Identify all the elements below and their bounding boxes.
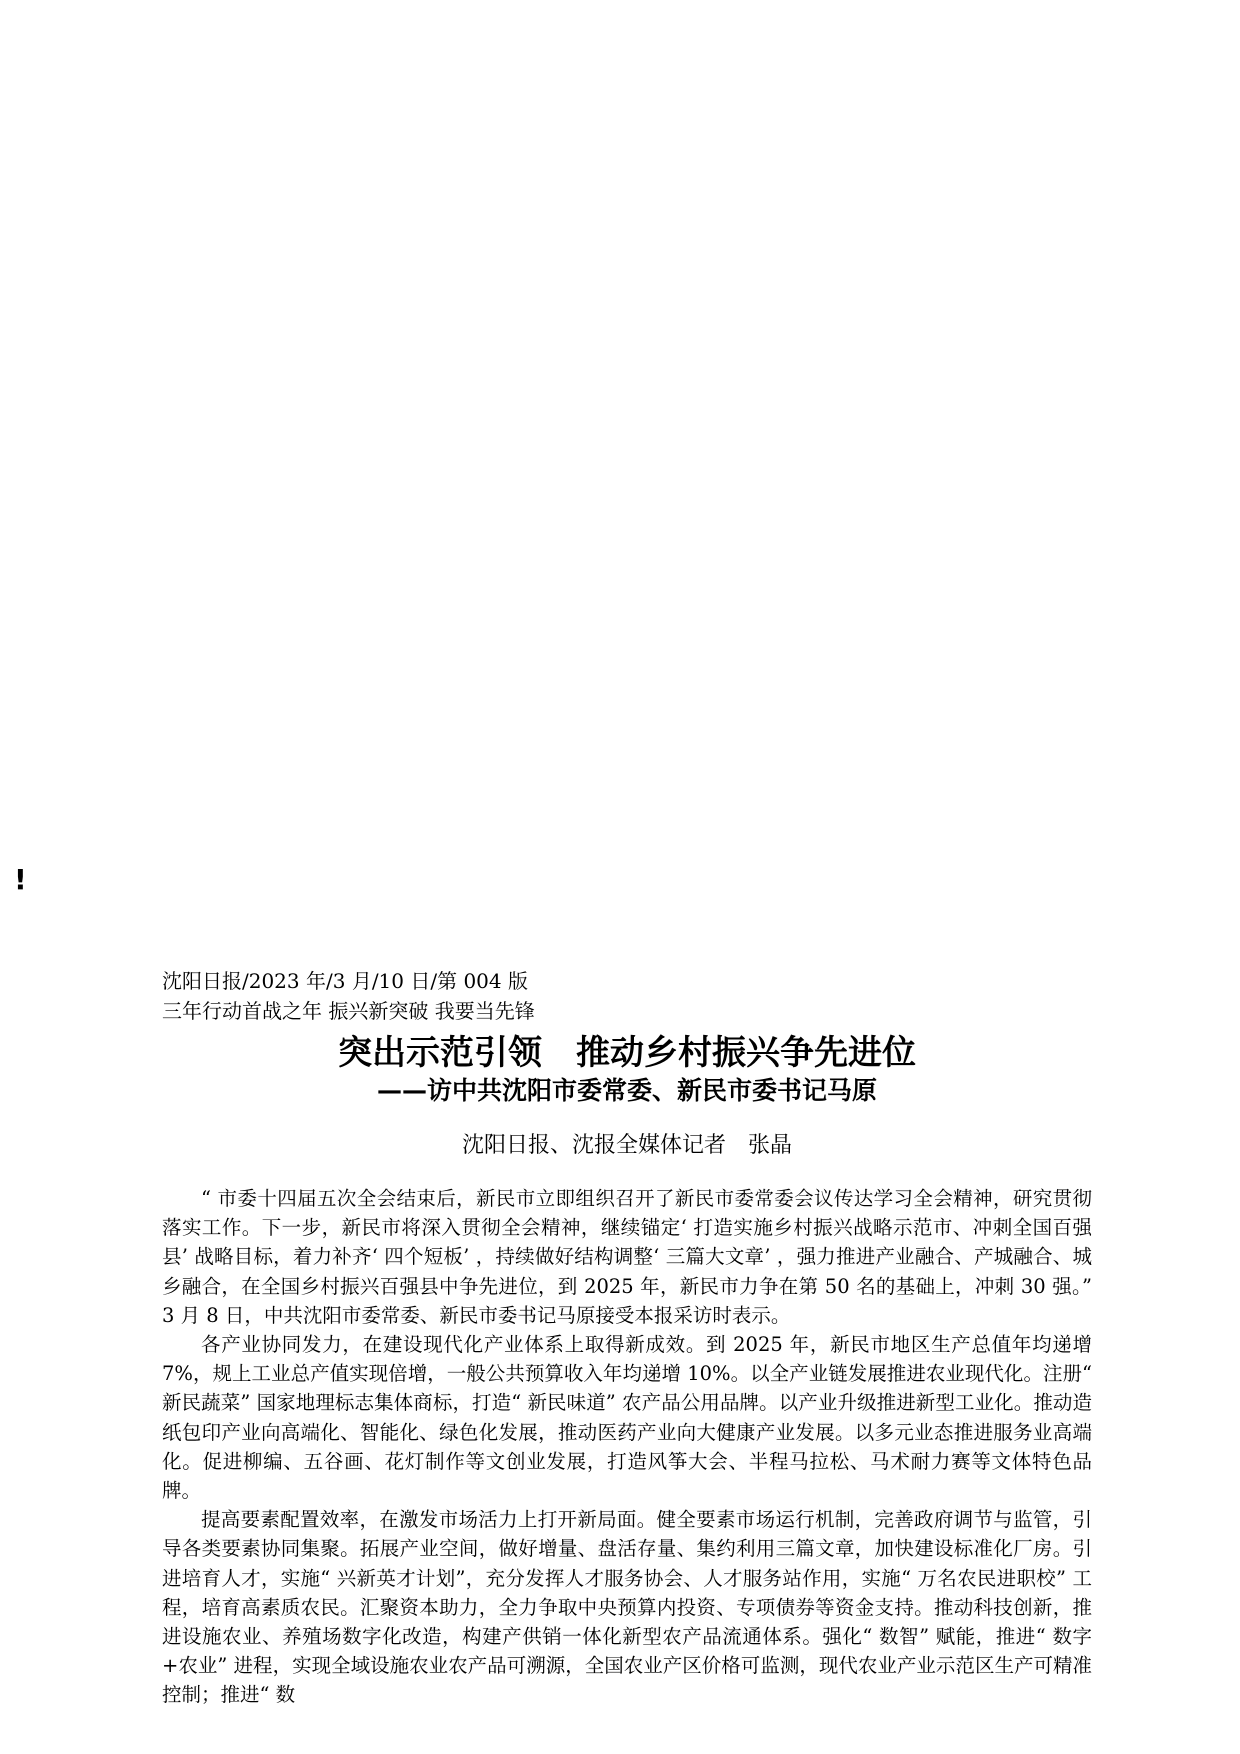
article: [162, 966, 1092, 1710]
paragraph-industry: 各产业协同发力，在建设现代化产业体系上取得新成效。到 2025 年，新民市地区生产总值年均递增 7%，规上工业总产值实现倍增，一般公共预算收入年均递增 10%。以全产业链发展推进农业现代化。注册“ 新民蔬菜” 国家地理标志集体商标，打造“ 新民味道” 农产品公用品牌。以产业升级推进新型工业化。推动造纸包印产业向高端化、智能化、绿色化发展，推动医药产业向大健康产业发展。以多元业态推进服务业高端化。促进柳编、五谷画、花灯制作等文创业发展，打造风筝大会、半程马拉松、马术耐力赛等文体特色品牌。: [162, 1333, 1092, 1503]
byline: 沈阳日报、沈报全媒体记者 张晶: [461, 1133, 792, 1158]
source-line: 沈阳日报/2023 年/3 月/10 日/第 004 版: [162, 969, 528, 993]
subheadline: ——访中共沈阳市委常委、新民市委书记马原: [376, 1076, 877, 1105]
exclamation-mark: !: [14, 863, 27, 896]
headline: 突出示范引领 推动乡村振兴争先进位: [338, 1033, 916, 1073]
column-title: 三年行动首战之年 振兴新突破 我要当先锋: [162, 999, 535, 1023]
paragraph-intro: “ 市委十四届五次全会结束后，新民市立即组织召开了新民市委常委会议传达学习全会精神，研究贯彻落实工作。下一步，新民市将深入贯彻全会精神，继续锚定‘ 打造实施乡村振兴战略示范市、冲刺全国百强县’ 战略目标，着力补齐‘ 四个短板’ ，持续做好结构调整‘ 三篇大文章’ ，强力推进产业融合、产城融合、城乡融合，在全国乡村振兴百强县中争先进位，到 2025 年，新民市力争在第 50 名的基础上，冲刺 30 强。” 3 月 8 日，中共沈阳市委常委、新民市委书记马原接受本报采访时表示。: [162, 1187, 1092, 1327]
paragraph-factors: 提高要素配置效率，在激发市场活力上打开新局面。健全要素市场运行机制，完善政府调节与监管，引导各类要素协同集聚。拓展产业空间，做好增量、盘活存量、集约利用三篇文章，加快建设标准化厂房。引进培育人才，实施“ 兴新英才计划”，充分发挥人才服务协会、人才服务站作用，实施“ 万名农民进职校” 工程，培育高素质农民。汇聚资本助力，全力争取中央预算内投资、专项债券等资金支持。推动科技创新，推进设施农业、养殖场数字化改造，构建产供销一体化新型农产品流通体系。强化“ 数智” 赋能，推进“ 数字+农业” 进程，实现全域设施农业农产品可溯源，全国农业产区价格可监测，现代农业产业示范区生产可精准控制；推进“ 数: [162, 1508, 1092, 1707]
